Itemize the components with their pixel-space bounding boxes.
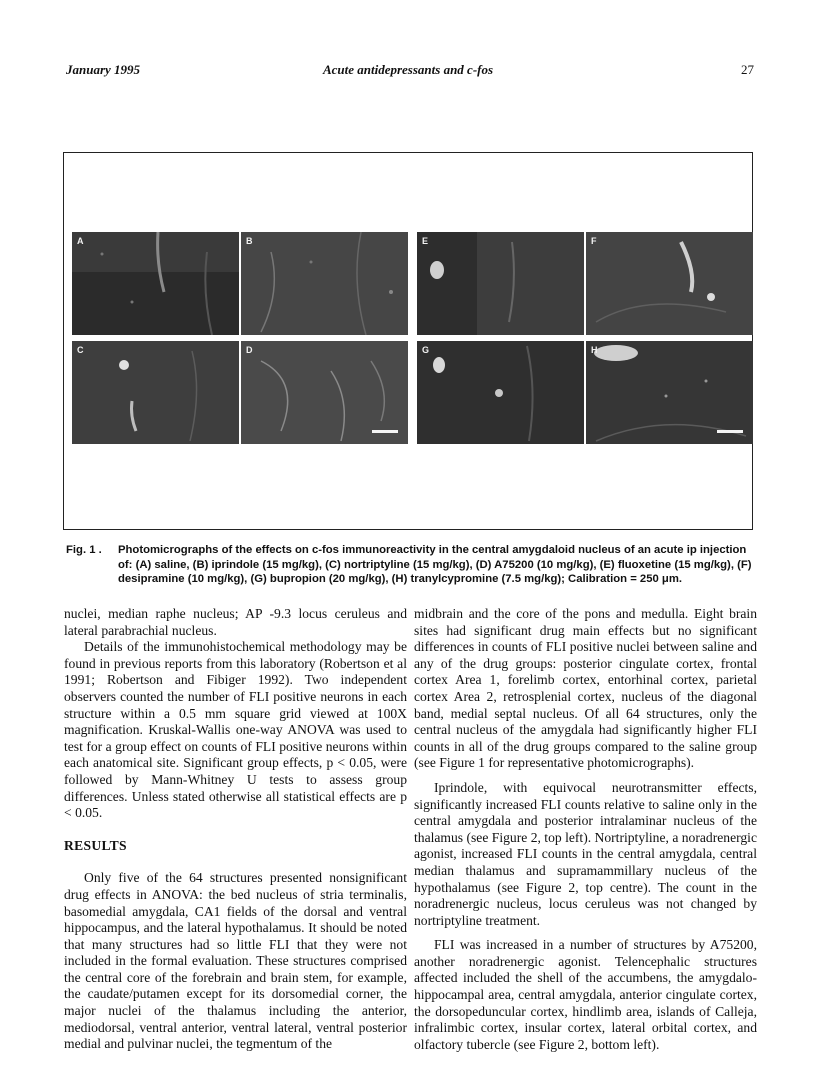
calibration-bar	[372, 430, 398, 433]
paragraph: Only five of the 64 structures presented nonsignificant drug effects in ANOVA: the bed nucleus of stria terminalis, basomedial amygdala, CA1 fields of the dorsal and ventral hippocampus, and the lateral hypothalamus. It should be noted that many structures had so little FLI that they were not included in the formal evaluation. These structures comprised the central core of the forebrain and brain stem, for example, the caudate/putamen except for its dorsomedial corner, the major nuclei of the thalamus including the anterior, mediodorsal, ventral anterior, ventral lateral, ventral posterior medial and pulvinar nuclei, the tegmentum of the	[64, 870, 407, 1052]
micrograph-texture	[417, 341, 584, 444]
micrograph-panel-c	[72, 341, 239, 444]
micrograph-texture	[586, 341, 753, 444]
panel-label: E	[422, 236, 429, 246]
micrograph-texture	[72, 341, 239, 444]
paragraph: nuclei, median raphe nucleus; AP -9.3 locus ceruleus and lateral parabrachial nucleus.	[64, 606, 407, 638]
panel-label: G	[422, 345, 430, 355]
paragraph: Details of the immunohistochemical methodology may be found in previous reports from this laboratory (Robertson et al 1991; Robertson and Fibiger 1992). Two independent observers counted the number of FLI positive neurons in each structure within a 0.5 mm square grid viewed at 100X magnification. Kruskal-Wallis one-way ANOVA was used to test for a group effect on counts of FLI positive neurons within each anatomical site. Significant group effects, p < 0.05, were followed by Mann-Whitney U tests to assess group differences. Unless stated otherwise all statistical effects are p < 0.05.	[64, 639, 407, 821]
micrograph-texture	[241, 232, 408, 335]
text-column-left	[64, 606, 407, 1053]
section-heading-results: RESULTS	[64, 837, 127, 853]
micrograph-panel-g	[417, 341, 584, 444]
micrograph-texture	[72, 232, 239, 335]
panel-label: F	[591, 236, 597, 246]
running-header-title: Acute antidepressants and c-fos	[322, 62, 494, 77]
panel-label: B	[246, 236, 253, 246]
micrograph-panel-f	[586, 232, 753, 335]
micrograph-panel-a	[72, 232, 239, 335]
figure-caption	[66, 543, 756, 587]
paragraph: FLI was increased in a number of structures by A75200, another noradrenergic agonist. Telencephalic structures affected included the shell of the accumbens, the amygdalo-hippocampal area, central amygdala, anterior cingulate cortex, the dorsopeduncular cortex, hindlimb area, islands of Calleja, infralimbic cortex, insular cortex, lateral orbital cortex, and olfactory tubercle (see Figure 2, bottom left).	[414, 937, 757, 1052]
panel-label: D	[246, 345, 253, 355]
panel-label: A	[77, 236, 84, 246]
micrograph-texture	[586, 232, 753, 335]
caption-label: Fig. 1 .	[66, 544, 102, 556]
micrograph-panel-e	[417, 232, 584, 335]
micrograph-texture	[241, 341, 408, 444]
text-column-right	[414, 606, 757, 1053]
panel-label: H	[591, 345, 598, 355]
paragraph: Iprindole, with equivocal neurotransmitter effects, significantly increased FLI counts relative to saline only in the central amygdala and posterior intralaminar nucleus of the thalamus (see Figure 2, top left). Nortriptyline, a noradrenergic agonist, increased FLI counts in the central amygdala, central median thalamus and supramammillary nucleus of the hypothalamus (see Figure 2, top centre). The count in the noradrenergic nucleus, locus ceruleus was not changed by nortriptyline treatment.	[414, 779, 757, 928]
panel-label: C	[77, 345, 84, 355]
running-header-date: January 1995	[66, 62, 141, 77]
calibration-bar	[717, 430, 743, 433]
micrograph-panel-d	[241, 341, 408, 444]
paragraph: midbrain and the core of the pons and medulla. Eight brain sites had significant drug main effects but no significant differences in counts of FLI positive nuclei between saline and any of the drug groups: posterior cingulate cortex, frontal cortex Area 1, forelimb cortex, entorhinal cortex, parietal cortex Area 2, retrosplenial cortex, nucleus of the diagonal band, medial septal nucleus. Of all 64 structures, only the central nucleus of the amygdala had significantly higher FLI counts in all of the drug groups compared to the saline group (see Figure 1 for representative photomicrographs).	[414, 606, 757, 771]
caption-text: Photomicrographs of the effects on c-fos immunoreactivity in the central amygdaloid nucleus of an acute ip injection of: (A) saline, (B) iprindole (15 mg/kg), (C) nortriptyline (15 mg/kg), (D) A75200 (10 mg/kg), (E) fluoxetine (15 mg/kg), (F) desipramine (10 mg/kg), (G) bupropion (20 mg/kg), (H) tranylcypromine (7.5 mg/kg); Calibration = 250 μm.	[118, 544, 752, 585]
micrograph-panel-h	[586, 341, 753, 444]
micrograph-texture	[417, 232, 584, 335]
figure-1	[63, 152, 753, 530]
page-number: 27	[741, 62, 754, 77]
micrograph-panel-b	[241, 232, 408, 335]
